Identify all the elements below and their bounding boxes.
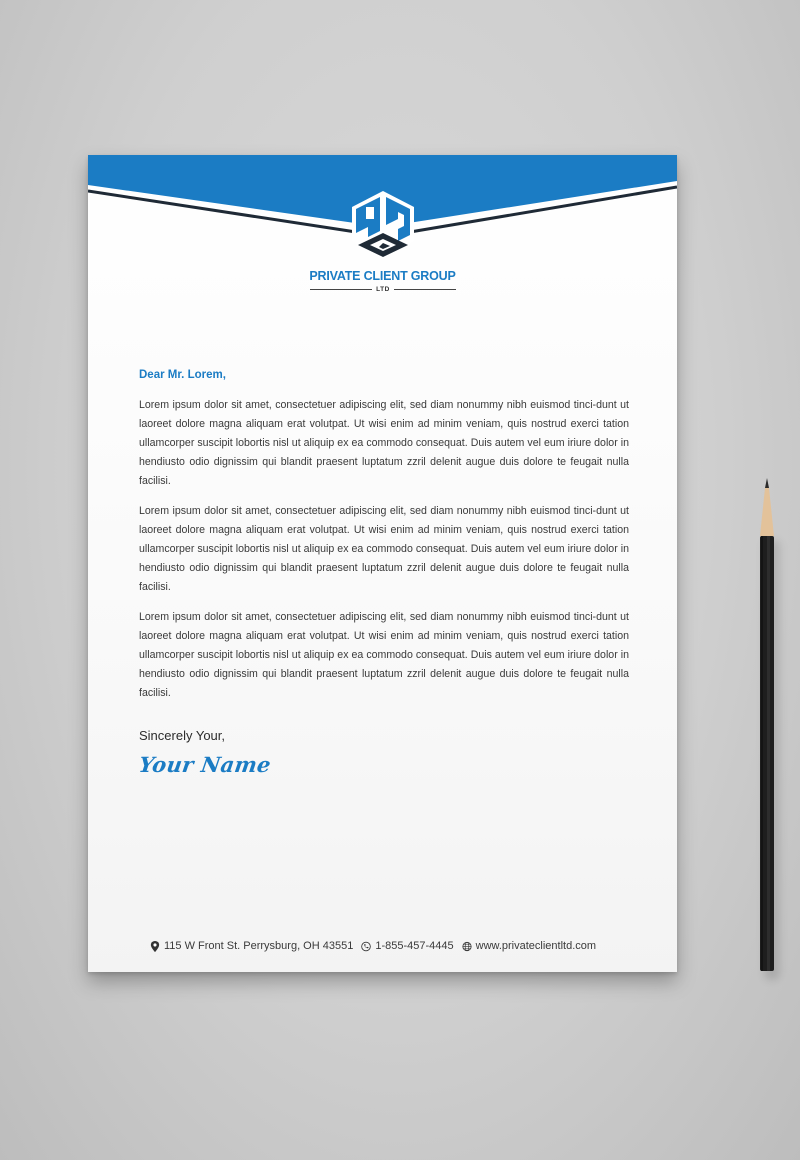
footer-website [462, 940, 596, 952]
website-text: www.privateclientltd.com [475, 940, 597, 952]
footer-phone [361, 940, 453, 952]
footer-address [150, 940, 353, 952]
salutation: Dear Mr. Lorem, [139, 369, 226, 381]
phone-text: 1-855-457-4445 [375, 940, 454, 952]
company-name: PRIVATE CLIENT GROUP [309, 269, 456, 283]
company-suffix-row [310, 284, 456, 294]
closing: Sincerely Your, [139, 728, 226, 743]
globe-icon [462, 941, 472, 952]
company-suffix: LTD [376, 285, 390, 293]
pencil-icon [758, 478, 776, 973]
letterhead-paper [88, 155, 677, 972]
signature: Your Name [137, 752, 273, 777]
address-text: 115 W Front St. Perrysburg, OH 43551 [164, 940, 354, 952]
body-paragraph: Lorem ipsum dolor sit amet, consectetuer adipiscing elit, sed diam nonummy nibh euismod tinci-dunt ut laoreet dolore magna aliquam erat volutpat. Ut wisi enim ad minim veniam, quis nostrud exerci tation ullamcorper suscipit lobortis nisl ut aliquip ex ea commodo consequat. Duis autem vel eum iriure dolor in hendiusto odio dignissim qui blandit praesent luptatum zzril delenit augue duis dolore te feugait nulla facilisi. [139, 399, 629, 487]
body-paragraph: Lorem ipsum dolor sit amet, consectetuer adipiscing elit, sed diam nonummy nibh euismod tinci-dunt ut laoreet dolore magna aliquam erat volutpat. Ut wisi enim ad minim veniam, quis nostrud exerci tation ullamcorper suscipit lobortis nisl ut aliquip ex ea commodo consequat. Duis autem vel eum iriure dolor in hendiusto odio dignissim qui blandit praesent luptatum zzril delenit augue duis dolore te feugait nulla facilisi. [139, 505, 629, 593]
pcg-logo-icon [346, 189, 420, 263]
divider [310, 289, 372, 290]
divider [394, 289, 456, 290]
map-pin-icon [150, 941, 160, 952]
phone-icon [361, 941, 371, 952]
footer-contact [150, 940, 600, 952]
body-paragraph: Lorem ipsum dolor sit amet, consectetuer adipiscing elit, sed diam nonummy nibh euismod tinci-dunt ut laoreet dolore magna aliquam erat volutpat. Ut wisi enim ad minim veniam, quis nostrud exerci tation ullamcorper suscipit lobortis nisl ut aliquip ex ea commodo consequat. Duis autem vel eum iriure dolor in hendiusto odio dignissim qui blandit praesent luptatum zzril delenit augue duis dolore te feugait nulla facilisi. [139, 611, 629, 699]
